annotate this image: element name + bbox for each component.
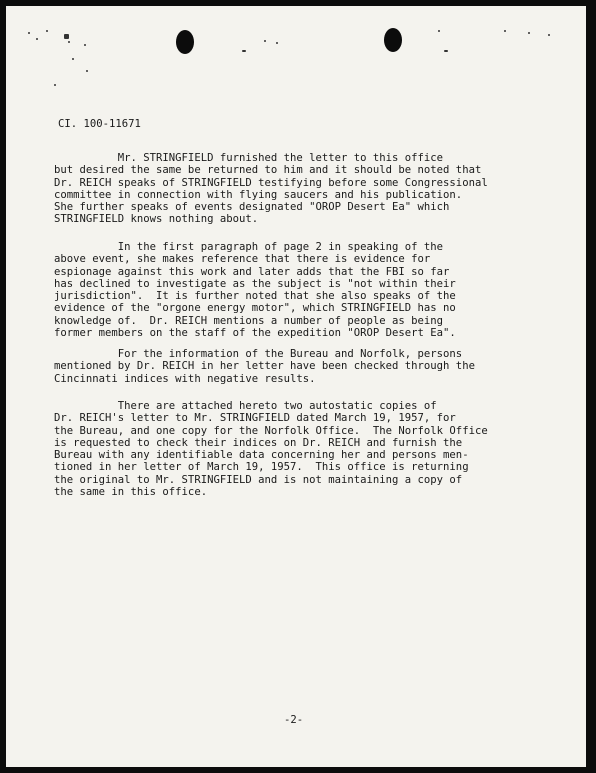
text-line: She further speaks of events designated "OROP Desert Ea" which — [54, 201, 450, 214]
paragraph-3 — [54, 348, 475, 385]
text-line: above event, she makes reference that there is evidence for — [54, 253, 431, 266]
text-line: the same in this office. — [54, 486, 208, 499]
text-line: STRINGFIELD knows nothing about. — [54, 213, 259, 226]
punch-hole-left — [176, 30, 194, 54]
paragraph-1 — [54, 152, 488, 226]
text-line: has declined to investigate as the subject is "not within their — [54, 277, 456, 290]
text-line: knowledge of. Dr. REICH mentions a number of people as being — [54, 314, 444, 327]
paragraph-2 — [54, 241, 456, 339]
page-number: -2- — [284, 714, 304, 726]
text-line: There are attached hereto two autostatic copies of — [54, 400, 437, 412]
text-line: For the information of the Bureau and Norfolk, persons — [54, 348, 463, 360]
text-line: is requested to check their indices on Dr. REICH and furnish the — [54, 436, 463, 449]
document-page — [6, 6, 586, 767]
text-line: Cincinnati indices with negative results. — [54, 372, 316, 385]
text-line: but desired the same be returned to him and it should be noted that — [54, 164, 482, 177]
text-line: tioned in her letter of March 19, 1957. This office is returning — [54, 461, 469, 474]
text-line: committee in connection with flying saucers and his publication. — [54, 188, 463, 201]
text-line: jurisdiction". It is further noted that she also speaks of the — [54, 290, 456, 303]
text-line: evidence of the "orgone energy motor", which STRINGFIELD has no — [54, 302, 456, 315]
text-line: Dr. REICH speaks of STRINGFIELD testifying before some Congressional — [54, 176, 488, 189]
text-line: Dr. REICH's letter to Mr. STRINGFIELD dated March 19, 1957, for — [54, 412, 456, 425]
paragraph-4 — [54, 400, 488, 498]
text-line: the original to Mr. STRINGFIELD and is not maintaining a copy of — [54, 473, 463, 486]
text-line: Bureau with any identifiable data concerning her and persons men- — [54, 449, 469, 462]
text-line: mentioned by Dr. REICH in her letter have been checked through the — [54, 360, 475, 373]
text-line: In the first paragraph of page 2 in speaking of the — [54, 241, 444, 253]
text-line: former members on the staff of the expedition "OROP Desert Ea". — [54, 327, 456, 340]
text-line: espionage against this work and later adds that the FBI so far — [54, 265, 450, 278]
text-line: the Bureau, and one copy for the Norfolk Office. The Norfolk Office — [54, 424, 488, 437]
file-number: CI. 100-11671 — [58, 118, 141, 130]
punch-hole-right — [384, 28, 402, 52]
text-line: Mr. STRINGFIELD furnished the letter to this office — [54, 152, 444, 164]
